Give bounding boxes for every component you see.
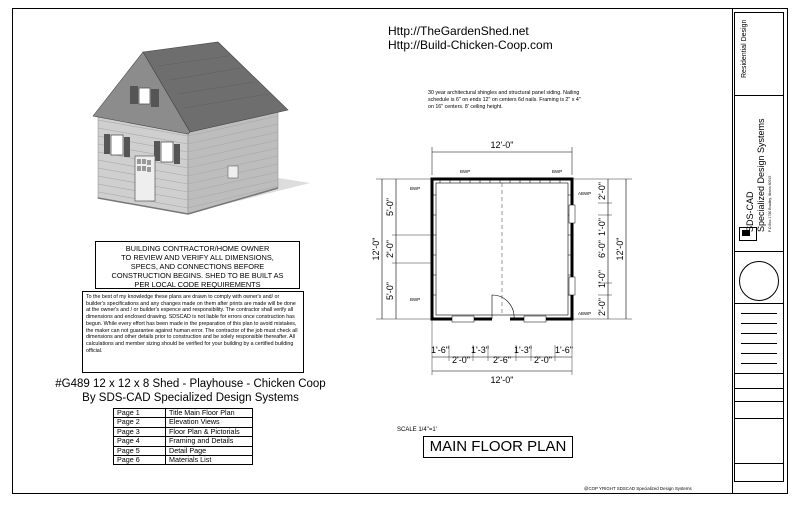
page-title: Title Main Floor Plan — [166, 409, 253, 418]
website-url-1[interactable]: Http://TheGardenShed.net — [388, 24, 529, 38]
right-segment-dimension: 1'-0" — [597, 218, 607, 236]
contractor-notice: BUILDING CONTRACTOR/HOME OWNER TO REVIEW AND VERIFY ALL DIMENSIONS, SPECS, AND CONNECTIONS BEFORE CONSTRUCTION BEGINS. SHED TO BE BUILT AS PER LOCAL CODE REQUIREMENTS — [95, 241, 300, 289]
seal-circle — [739, 261, 779, 301]
right-total-dimension: 12'-0" — [615, 237, 625, 261]
page-number: Page 6 — [114, 456, 166, 465]
page-title: Floor Plan & Pictorials — [166, 427, 253, 436]
left-segment-dimension: 5'-0" — [385, 198, 395, 216]
page-number: Page 5 — [114, 446, 166, 455]
bottom-segment-dimension: 1'-3" — [471, 345, 489, 355]
window-label-top-left: BWP — [460, 169, 471, 174]
page-index-row[interactable] — [114, 437, 253, 446]
page-number: Page 3 — [114, 427, 166, 436]
right-segment-dimension: 1'-0" — [597, 270, 607, 288]
scale-label: SCALE 1/4"=1' — [397, 427, 437, 433]
window-label-right-bottom: ABWP — [578, 311, 592, 316]
page-number: Page 2 — [114, 418, 166, 427]
window-label-left-top: BWP — [410, 186, 421, 191]
project-title-line-1: #G489 12 x 12 x 8 Shed - Playhouse - Chicken Coop — [55, 378, 326, 390]
company-name: SDS-CAD — [745, 191, 755, 232]
bottom-segment-dimension: 1'-6" — [431, 345, 449, 355]
left-total-dimension: 12'-0" — [371, 237, 381, 261]
copyright-text: @COP YRIGHT SDSCAD Specialized Design Systems — [584, 486, 692, 491]
page-number: Page 4 — [114, 437, 166, 446]
page-title: Framing and Details — [166, 437, 253, 446]
page-title: Materials List — [166, 456, 253, 465]
page-index-table — [113, 408, 253, 465]
shed-pictorial-image — [78, 38, 328, 238]
page-index-row[interactable] — [114, 456, 253, 465]
top-dimension: 12'-0" — [490, 140, 514, 150]
page-number: Page 1 — [114, 409, 166, 418]
left-segment-dimension: 2'-0" — [385, 240, 395, 258]
project-title — [48, 377, 333, 405]
page-title: Elevation Views — [166, 418, 253, 427]
bottom-segment-dimension: 1'-3" — [514, 345, 532, 355]
disclaimer-text: To the best of my knowledge these plans are drawn to comply with owner's and/ or builder's specifications and any changes made on them after prints are made will be done at the owner's and / or builder's expence and responsibility. The contractor shall verify all dimensions and enclosed drawing. SDSCAD is not liable for errors once construction has begun. While every effort has been made in the preparation of this plan to avoid mistakes, the maker can not guarantee against human error. The contractor of the job must check all dimensions and other details prior to construction and be solely responsible thereafter. All calculations and member sizing should be verified for your building by a certified building official. — [82, 291, 304, 373]
bottom-segment-dimension: 1'-6" — [555, 345, 573, 355]
bottom-segment-dimension: 2'-0" — [452, 355, 470, 365]
website-url-2[interactable]: Http://Build-Chicken-Coop.com — [388, 38, 553, 52]
left-segment-dimension: 5'-0" — [385, 282, 395, 300]
project-title-line-2: By SDS-CAD Specialized Design Systems — [82, 392, 299, 404]
right-segment-dimension: 2'-0" — [597, 298, 607, 316]
bottom-total-dimension: 12'-0" — [490, 375, 514, 385]
plan-title: MAIN FLOOR PLAN — [423, 436, 573, 458]
bottom-segment-dimension: 2'-0" — [534, 355, 552, 365]
window-label-top-right: BWP — [552, 169, 563, 174]
title-block — [734, 12, 784, 482]
page-index-row[interactable] — [114, 418, 253, 427]
construction-notes: 30 year architectural shingles and structural panel siding. Nailing schedule is 6" on ends 12" on centers 6d nails. Framing is 2" x 4" on 16" centers. 8' ceiling height. — [428, 90, 581, 110]
company-address: P.O.Box 1780 Bradley, Illinois 60915 — [768, 175, 772, 232]
title-block-divider — [732, 8, 733, 494]
window-label-right-top: ABWP — [578, 191, 592, 196]
bottom-segment-dimension: 2'-6" — [493, 355, 511, 365]
right-segment-dimension: 2'-0" — [597, 182, 607, 200]
residential-design-label: Residential Design — [741, 19, 748, 78]
floor-plan-drawing — [360, 135, 650, 395]
window-label-left-bottom: BWP — [410, 297, 421, 302]
company-name-2: Specialized Design Systems — [756, 118, 766, 232]
right-segment-dimension: 6'-0" — [597, 240, 607, 258]
page-title: Detail Page — [166, 446, 253, 455]
